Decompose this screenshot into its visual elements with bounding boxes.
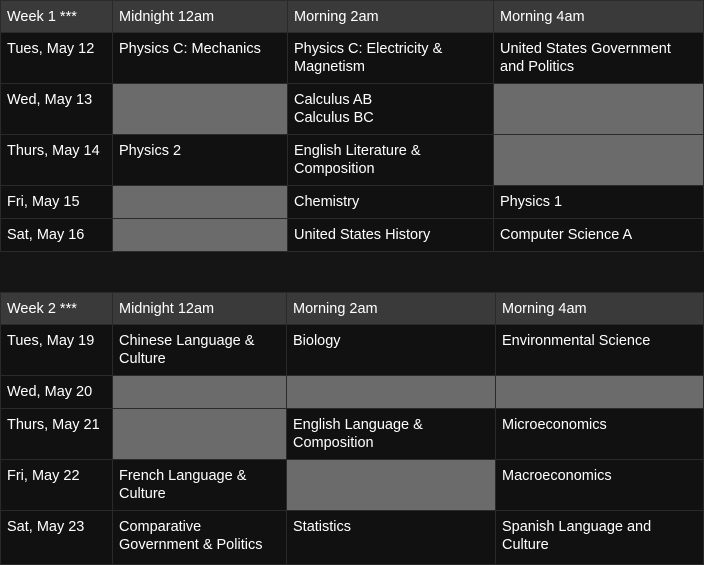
date-cell: Wed, May 20 bbox=[1, 376, 113, 409]
exam-cell: United States History bbox=[288, 219, 494, 252]
exam-cell: English Language & Composition bbox=[287, 409, 496, 460]
column-header-2am: Morning 2am bbox=[288, 1, 494, 33]
table-row bbox=[1, 325, 704, 376]
exam-cell: Physics 1 bbox=[494, 186, 704, 219]
date-cell: Sat, May 23 bbox=[1, 511, 113, 565]
date-cell: Sat, May 16 bbox=[1, 219, 113, 252]
exam-cell: French Language & Culture bbox=[113, 460, 287, 511]
exam-cell: Microeconomics bbox=[496, 409, 704, 460]
empty-slot bbox=[494, 84, 704, 135]
table-row bbox=[1, 460, 704, 511]
table-row bbox=[1, 511, 704, 565]
table-row bbox=[1, 33, 704, 84]
column-header-midnight: Midnight 12am bbox=[113, 1, 288, 33]
table-row bbox=[1, 219, 704, 252]
exam-cell: Chemistry bbox=[288, 186, 494, 219]
table-row bbox=[1, 409, 704, 460]
week-label: Week 1 *** bbox=[1, 1, 113, 33]
table-row bbox=[1, 186, 704, 219]
column-header-4am: Morning 4am bbox=[496, 293, 704, 325]
date-cell: Tues, May 12 bbox=[1, 33, 113, 84]
table-row bbox=[1, 135, 704, 186]
date-cell: Thurs, May 14 bbox=[1, 135, 113, 186]
empty-slot bbox=[113, 376, 287, 409]
exam-cell: Physics C: Electricity & Magnetism bbox=[288, 33, 494, 84]
week-1-schedule-table bbox=[0, 0, 704, 252]
column-header-4am: Morning 4am bbox=[494, 1, 704, 33]
empty-slot bbox=[496, 376, 704, 409]
column-header-2am: Morning 2am bbox=[287, 293, 496, 325]
empty-slot bbox=[287, 460, 496, 511]
exam-cell: Computer Science A bbox=[494, 219, 704, 252]
date-cell: Tues, May 19 bbox=[1, 325, 113, 376]
exam-cell: Statistics bbox=[287, 511, 496, 565]
empty-slot bbox=[494, 135, 704, 186]
exam-cell: Spanish Language and Culture bbox=[496, 511, 704, 565]
exam-cell: Physics 2 bbox=[113, 135, 288, 186]
empty-slot bbox=[113, 219, 288, 252]
column-header-midnight: Midnight 12am bbox=[113, 293, 287, 325]
exam-cell: English Literature & Composition bbox=[288, 135, 494, 186]
exam-cell: Environmental Science bbox=[496, 325, 704, 376]
empty-slot bbox=[287, 376, 496, 409]
date-cell: Fri, May 22 bbox=[1, 460, 113, 511]
exam-cell: Chinese Language & Culture bbox=[113, 325, 287, 376]
exam-cell: Calculus AB Calculus BC bbox=[288, 84, 494, 135]
exam-cell: United States Government and Politics bbox=[494, 33, 704, 84]
empty-slot bbox=[113, 409, 287, 460]
exam-cell: Macroeconomics bbox=[496, 460, 704, 511]
table-header-row bbox=[1, 293, 704, 325]
table-header-row bbox=[1, 1, 704, 33]
date-cell: Thurs, May 21 bbox=[1, 409, 113, 460]
table-row bbox=[1, 376, 704, 409]
exam-cell: Physics C: Mechanics bbox=[113, 33, 288, 84]
week-label: Week 2 *** bbox=[1, 293, 113, 325]
exam-cell: Biology bbox=[287, 325, 496, 376]
date-cell: Wed, May 13 bbox=[1, 84, 113, 135]
table-row bbox=[1, 84, 704, 135]
empty-slot bbox=[113, 84, 288, 135]
empty-slot bbox=[113, 186, 288, 219]
exam-cell: Comparative Government & Politics bbox=[113, 511, 287, 565]
date-cell: Fri, May 15 bbox=[1, 186, 113, 219]
week-2-schedule-table bbox=[0, 292, 704, 565]
